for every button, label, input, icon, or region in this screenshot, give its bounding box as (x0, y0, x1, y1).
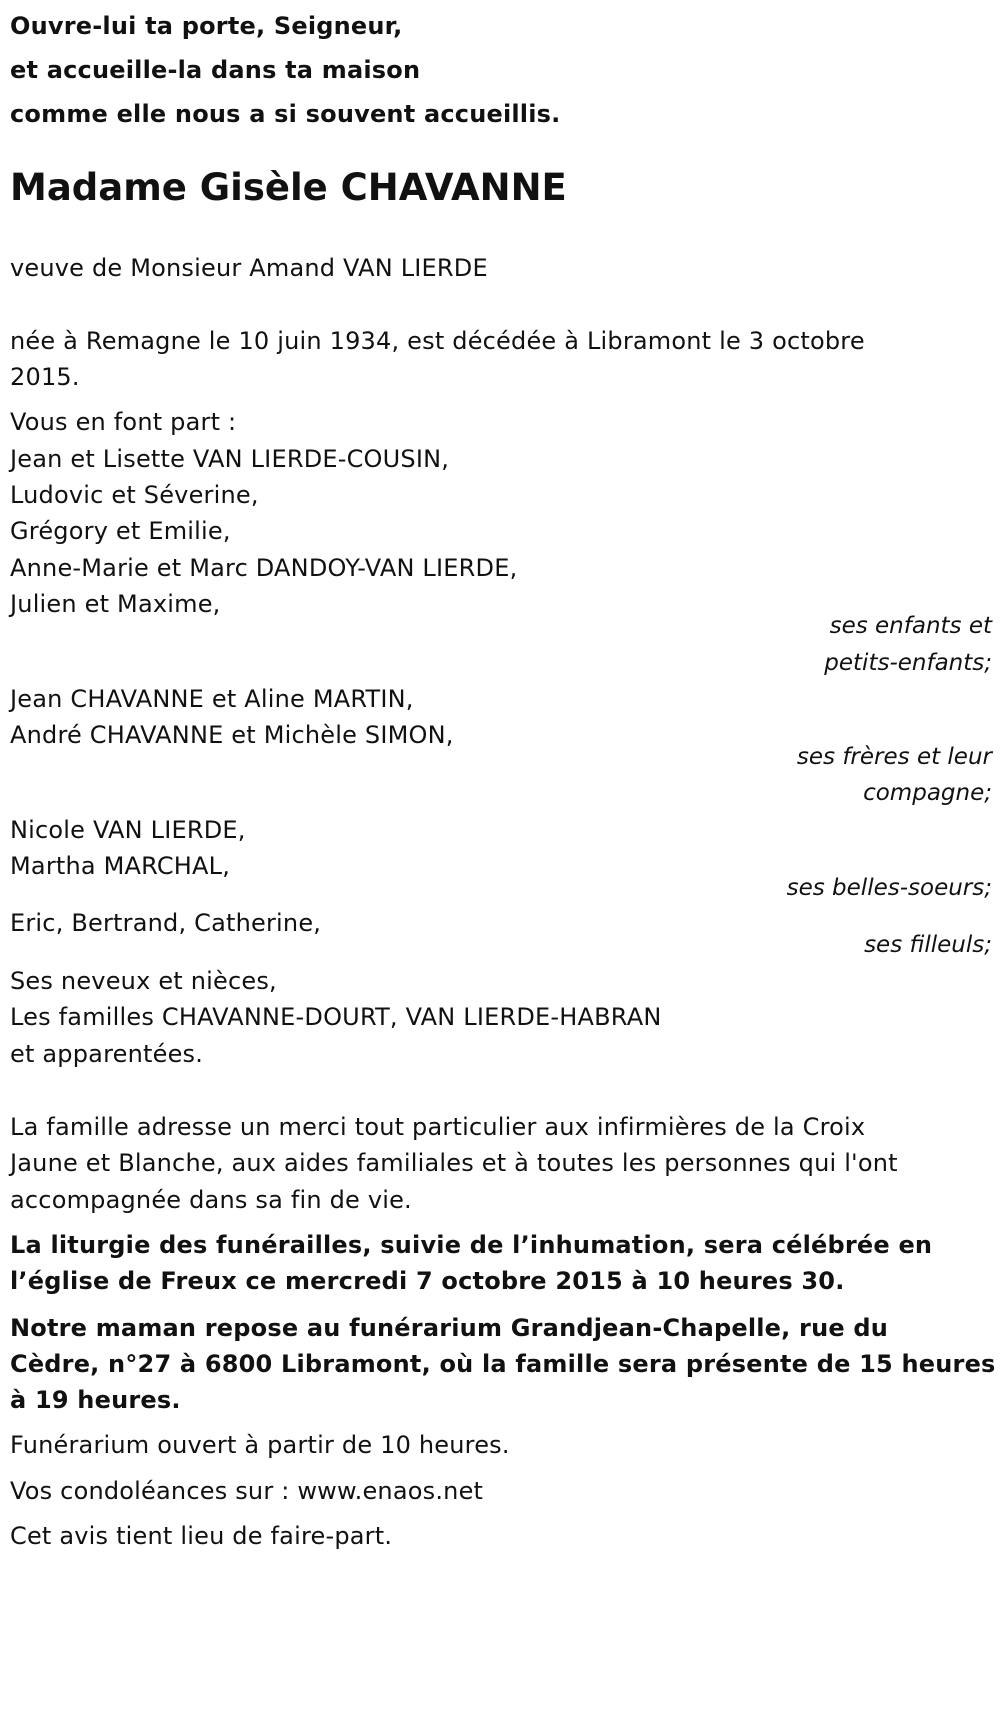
prayer-line-1: Ouvre-lui ta porte, Seigneur, (10, 12, 403, 40)
opening-hours: Funérarium ouvert à partir de 10 heures. (10, 1431, 510, 1459)
birth-death-line-2: 2015. (10, 363, 80, 391)
relation-sisters-in-law: ses belles-soeurs; (786, 875, 992, 901)
sister-in-law-name: Martha MARCHAL, (10, 852, 231, 880)
thanks-line-2: Jaune et Blanche, aux aides familiales et à toutes les personnes qui l'ont (10, 1149, 898, 1177)
relation-children-2: petits-enfants; (824, 650, 992, 676)
relation-brothers-1: ses frères et leur (796, 744, 992, 770)
funerarium-line-2: Cèdre, n°27 à 6800 Libramont, où la famille sera présente de 15 heures (10, 1350, 996, 1378)
prayer-line-3: comme elle nous a si souvent accueillis. (10, 100, 561, 128)
brother-name: Jean CHAVANNE et Aline MARTIN, (10, 685, 414, 713)
announce-intro: Vous en font part : (10, 408, 237, 436)
deceased-name: Madame Gisèle CHAVANNE (10, 166, 567, 209)
closing-line: Cet avis tient lieu de faire-part. (10, 1522, 393, 1550)
relation-children-1: ses enfants et (829, 613, 992, 639)
child-name: Anne-Marie et Marc DANDOY-VAN LIERDE, (10, 554, 518, 582)
child-name: Julien et Maxime, (10, 590, 221, 618)
child-name: Grégory et Emilie, (10, 517, 231, 545)
relation-godchildren: ses filleuls; (864, 932, 992, 958)
birth-death-line-1: née à Remagne le 10 juin 1934, est décédée à Libramont le 3 octobre (10, 327, 865, 355)
prayer-line-2: et accueille-la dans ta maison (10, 56, 421, 84)
child-name: Ludovic et Séverine, (10, 481, 259, 509)
extended-family-line: et apparentées. (10, 1040, 204, 1068)
brother-name: André CHAVANNE et Michèle SIMON, (10, 721, 454, 749)
relation-brothers-2: compagne; (863, 780, 992, 806)
liturgy-line-2: l’église de Freux ce mercredi 7 octobre 2015 à 10 heures 30. (10, 1267, 845, 1295)
widow-of-line: veuve de Monsieur Amand VAN LIERDE (10, 254, 488, 282)
funerarium-line-1: Notre maman repose au funérarium Grandjean-Chapelle, rue du (10, 1314, 889, 1342)
condolences-line: Vos condoléances sur : www.enaos.net (10, 1477, 484, 1505)
thanks-line-1: La famille adresse un merci tout particulier aux infirmières de la Croix (10, 1113, 866, 1141)
sister-in-law-name: Nicole VAN LIERDE, (10, 816, 246, 844)
liturgy-line-1: La liturgie des funérailles, suivie de l’inhumation, sera célébrée en (10, 1231, 933, 1259)
funerarium-line-3: à 19 heures. (10, 1386, 181, 1414)
extended-family-line: Ses neveux et nièces, (10, 967, 277, 995)
extended-family-line: Les familles CHAVANNE-DOURT, VAN LIERDE-HABRAN (10, 1003, 662, 1031)
godchildren-names: Eric, Bertrand, Catherine, (10, 909, 322, 937)
child-name: Jean et Lisette VAN LIERDE-COUSIN, (10, 445, 450, 473)
thanks-line-3: accompagnée dans sa fin de vie. (10, 1186, 412, 1214)
